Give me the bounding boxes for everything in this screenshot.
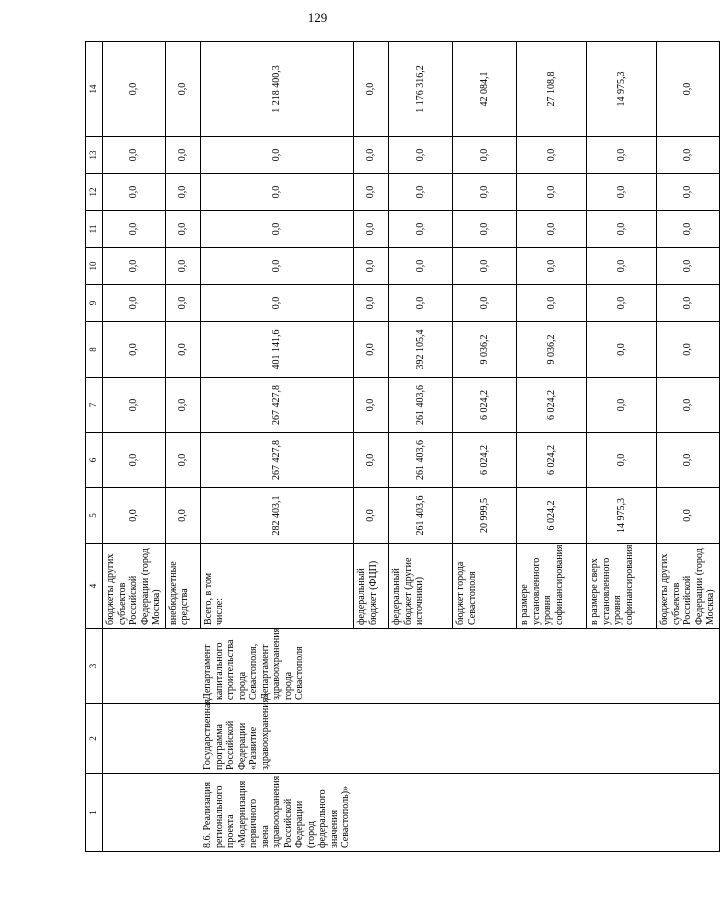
value-cell: 0,0 <box>165 488 200 544</box>
column-number: 7 <box>86 378 103 433</box>
value-cell: 0,0 <box>165 137 200 174</box>
measure-name-cell: 8.6. Реализация регионального проекта «Модернизация первичного звена здравоохранения Российской Федерации (город федерального значения Севастополь)» <box>200 774 354 852</box>
executor-cell <box>103 629 166 704</box>
column-number: 8 <box>86 322 103 378</box>
value-cell: 0,0 <box>103 248 166 285</box>
program-name-cell <box>517 704 587 774</box>
value-cell: 0,0 <box>657 488 720 544</box>
value-cell: 0,0 <box>103 322 166 378</box>
value-cell: 0,0 <box>587 378 657 433</box>
value-cell: 0,0 <box>389 248 453 285</box>
measure-name-cell <box>453 774 517 852</box>
value-cell: 0,0 <box>657 42 720 137</box>
value-cell: 282 403,1 <box>200 488 354 544</box>
value-cell: 0,0 <box>517 211 587 248</box>
value-cell: 1 176 316,2 <box>389 42 453 137</box>
column-number: 12 <box>86 174 103 211</box>
value-cell: 0,0 <box>354 433 389 488</box>
table-row <box>389 42 453 852</box>
measure-name-cell <box>517 774 587 852</box>
page-number: 129 <box>307 10 328 25</box>
table-row <box>517 42 587 852</box>
program-name-cell <box>165 704 200 774</box>
value-cell: 0,0 <box>165 322 200 378</box>
executor-cell <box>517 629 587 704</box>
executor-cell <box>657 629 720 704</box>
value-cell: 261 403,6 <box>389 378 453 433</box>
funding-source-cell: федеральный бюджет (ФЦП) <box>354 544 389 629</box>
value-cell: 0,0 <box>165 433 200 488</box>
column-number: 1 <box>86 774 103 852</box>
value-cell: 392 105,4 <box>389 322 453 378</box>
program-name-cell: Государственная программа Российской Федерации «Развитие здравоохранения» <box>200 704 354 774</box>
value-cell: 0,0 <box>453 174 517 211</box>
table-body <box>86 42 720 852</box>
value-cell: 0,0 <box>103 378 166 433</box>
value-cell: 0,0 <box>103 137 166 174</box>
value-cell: 0,0 <box>587 248 657 285</box>
executor-cell: Департамент капитального строительства города Севастополя, Департамент здравоохранения города Севастополя <box>200 629 354 704</box>
measure-name-cell <box>389 774 453 852</box>
value-cell: 0,0 <box>354 285 389 322</box>
value-cell: 0,0 <box>657 433 720 488</box>
value-cell: 401 141,6 <box>200 322 354 378</box>
value-cell: 0,0 <box>453 285 517 322</box>
value-cell: 0,0 <box>103 42 166 137</box>
program-name-cell <box>657 704 720 774</box>
value-cell: 0,0 <box>517 137 587 174</box>
value-cell: 0,0 <box>200 137 354 174</box>
value-cell: 0,0 <box>354 174 389 211</box>
value-cell: 27 108,8 <box>517 42 587 137</box>
value-cell: 0,0 <box>354 211 389 248</box>
value-cell: 6 024,2 <box>517 378 587 433</box>
executor-cell <box>389 629 453 704</box>
funding-source-cell: федеральный бюджет (другие источники) <box>389 544 453 629</box>
value-cell: 0,0 <box>354 42 389 137</box>
value-cell: 1 218 400,3 <box>200 42 354 137</box>
funding-source-cell: бюджет города Севастополя <box>453 544 517 629</box>
value-cell: 261 403,6 <box>389 433 453 488</box>
value-cell: 0,0 <box>165 378 200 433</box>
measure-name-cell <box>657 774 720 852</box>
value-cell: 0,0 <box>389 137 453 174</box>
program-name-cell <box>453 704 517 774</box>
value-cell: 0,0 <box>389 211 453 248</box>
value-cell: 0,0 <box>200 285 354 322</box>
funding-source-cell: внебюджетные средства <box>165 544 200 629</box>
executor-cell <box>453 629 517 704</box>
value-cell: 14 975,3 <box>587 488 657 544</box>
executor-cell <box>354 629 389 704</box>
column-number: 3 <box>86 629 103 704</box>
program-name-cell <box>389 704 453 774</box>
value-cell: 0,0 <box>354 322 389 378</box>
value-cell: 0,0 <box>453 248 517 285</box>
budget-table <box>85 41 720 852</box>
column-number: 6 <box>86 433 103 488</box>
value-cell: 0,0 <box>587 211 657 248</box>
value-cell: 0,0 <box>657 211 720 248</box>
measure-name-cell <box>165 774 200 852</box>
column-number-row <box>86 42 103 852</box>
value-cell: 0,0 <box>354 378 389 433</box>
measure-name-cell <box>103 774 166 852</box>
value-cell: 0,0 <box>657 248 720 285</box>
value-cell: 0,0 <box>453 211 517 248</box>
value-cell: 0,0 <box>657 285 720 322</box>
funding-source-cell: Всего, в том числе: <box>200 544 354 629</box>
executor-cell <box>165 629 200 704</box>
column-number: 10 <box>86 248 103 285</box>
table-row <box>200 42 354 852</box>
value-cell: 0,0 <box>354 248 389 285</box>
value-cell: 0,0 <box>165 285 200 322</box>
program-name-cell <box>587 704 657 774</box>
column-number: 11 <box>86 211 103 248</box>
value-cell: 0,0 <box>517 248 587 285</box>
value-cell: 0,0 <box>389 285 453 322</box>
value-cell: 0,0 <box>517 285 587 322</box>
value-cell: 9 036,2 <box>517 322 587 378</box>
table-row <box>587 42 657 852</box>
value-cell: 0,0 <box>453 137 517 174</box>
funding-source-cell: в размере сверх установленного уровня софинансирования <box>587 544 657 629</box>
value-cell: 20 999,5 <box>453 488 517 544</box>
table-row <box>354 42 389 852</box>
funding-source-cell: бюджеты других субъектов Российской Федерации (город Москва) <box>103 544 166 629</box>
value-cell: 267 427,8 <box>200 433 354 488</box>
value-cell: 0,0 <box>354 488 389 544</box>
value-cell: 42 084,1 <box>453 42 517 137</box>
executor-cell <box>587 629 657 704</box>
value-cell: 0,0 <box>587 433 657 488</box>
value-cell: 0,0 <box>587 322 657 378</box>
value-cell: 0,0 <box>103 285 166 322</box>
column-number: 14 <box>86 42 103 137</box>
value-cell: 6 024,2 <box>517 488 587 544</box>
value-cell: 0,0 <box>103 174 166 211</box>
value-cell: 267 427,8 <box>200 378 354 433</box>
value-cell: 0,0 <box>165 42 200 137</box>
value-cell: 0,0 <box>165 248 200 285</box>
value-cell: 0,0 <box>354 137 389 174</box>
measure-name-cell <box>587 774 657 852</box>
value-cell: 0,0 <box>657 137 720 174</box>
value-cell: 6 024,2 <box>453 378 517 433</box>
value-cell: 0,0 <box>587 285 657 322</box>
value-cell: 0,0 <box>103 433 166 488</box>
value-cell: 0,0 <box>103 488 166 544</box>
value-cell: 0,0 <box>165 174 200 211</box>
value-cell: 9 036,2 <box>453 322 517 378</box>
column-number: 2 <box>86 704 103 774</box>
value-cell: 6 024,2 <box>453 433 517 488</box>
table-row <box>657 42 720 852</box>
value-cell: 0,0 <box>200 174 354 211</box>
value-cell: 14 975,3 <box>587 42 657 137</box>
column-number: 4 <box>86 544 103 629</box>
rotated-table-container <box>85 42 716 852</box>
measure-name-cell <box>354 774 389 852</box>
value-cell: 0,0 <box>657 322 720 378</box>
table-row <box>165 42 200 852</box>
funding-source-cell: в размере установленного уровня софинансирования <box>517 544 587 629</box>
program-name-cell <box>103 704 166 774</box>
value-cell: 0,0 <box>200 248 354 285</box>
column-number: 9 <box>86 285 103 322</box>
program-name-cell <box>354 704 389 774</box>
value-cell: 6 024,2 <box>517 433 587 488</box>
funding-source-cell: бюджеты других субъектов Российской Федерации (город Москва) <box>657 544 720 629</box>
column-number: 13 <box>86 137 103 174</box>
value-cell: 0,0 <box>587 137 657 174</box>
value-cell: 0,0 <box>657 174 720 211</box>
value-cell: 261 403,6 <box>389 488 453 544</box>
table-row <box>103 42 166 852</box>
table-row <box>453 42 517 852</box>
value-cell: 0,0 <box>389 174 453 211</box>
value-cell: 0,0 <box>517 174 587 211</box>
value-cell: 0,0 <box>657 378 720 433</box>
value-cell: 0,0 <box>200 211 354 248</box>
value-cell: 0,0 <box>103 211 166 248</box>
value-cell: 0,0 <box>165 211 200 248</box>
value-cell: 0,0 <box>587 174 657 211</box>
column-number: 5 <box>86 488 103 544</box>
